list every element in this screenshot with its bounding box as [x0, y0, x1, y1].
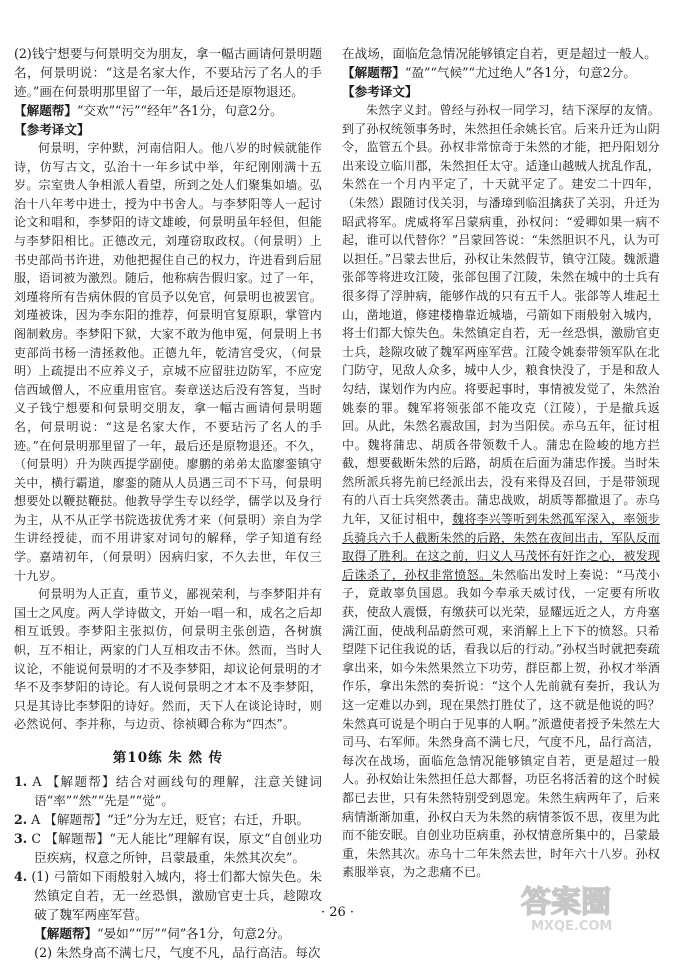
answer-label: 【解题帮】 — [34, 926, 98, 941]
translation-block — [342, 101, 660, 882]
watermark-main: 答案圈 — [521, 885, 611, 920]
answer-item-text: A 【解题帮】结合对画线句的理解，注意关键词语“率”“然”“先是”“觉”。 — [32, 774, 322, 808]
q2-answer — [14, 101, 322, 120]
q4-part2: (2) 朱然身高不满七尺，气度不凡，品行高洁。每次 — [34, 945, 321, 960]
translation-block — [14, 139, 322, 734]
answer-label: 【解题帮】 — [342, 65, 405, 80]
translation-text: 朱然字义封。曾经与孙权一同学习，结下深厚的友情。到了孙权统领事务时，朱然担任余姚长官。后来升迁为山阴令，监管五个县。孙权非常惊奇于朱然的才能，把丹阳划分出来设立临川郡，朱然担任太守。适逢山越贼人扰乱作乱，朱然在一个月内平定了，十天就平定了。建安二十四年，（朱然）跟随讨伐关羽，与潘璋到临沮擒获了关羽，升迁为昭武将军。虎威将军吕蒙病重，孙权问：“爱卿如果一病不起，谁可以代替你？”吕蒙回答说：“朱然胆识不凡，认为可以担任。”吕蒙去世后，孙权让朱然假节，镇守江陵。魏派遣张郃等将进攻江陵，张郃包围了江陵，朱然在城中的士兵有很多得了浮肿病，能够作战的只有五千人。张郃等人堆起土山，凿地道，修建楼橹靠近城墙，弓箭如下雨般射入城内，将士们都大惊失色。朱然镇定自若，无一丝恐惧，激励官吏士兵，趁隙攻破了魏军两座军营。江陵令姚泰带领军队在北门防守，见敌人众多，城中人少，粮食快没了，于是和敌人勾结，谋划作为内应。将要起事时，事情被发觉了，朱然治姚泰的罪。魏军将领张郃不能攻克（江陵），于是撤兵返回。从此，朱然名震敌国，封为当阳侯。赤乌五年，征讨柤中。 — [342, 103, 660, 452]
translation-text: 朱然临出发时上奏说：“马茂小子，竟敢辜负国恩。我如今奉承天威讨伐，一定要有所收获，使敌人震慑，有缴获可以光荣，显耀远近之人，方舟塞满江面，使战利品蔚然可观，来消解上上下下的愤怒。只希望陛下记住我说的话，看我以后的行动。”孙权当时就把奏疏拿出来，如今朱然果然立下功劳，群臣都上贺，孙权才举酒作乐，拿出朱然的奏折说：“这个人先前就有奏折，我认为这一定难以办到，现在果然打胜仗了，这不就是他说的吗？朱然真可说是个明白于见事的人啊。”派遣使者授予朱然左大司马、右军师。朱然身高不满七尺，气度不凡，品行高洁，每次在战场，面临危急情况能够镇定自若，更是超过一般人。孙权始让朱然担任总大都督，功臣名将活着的这个时候都已去世，只有朱然特别受到恩宠。朱然生病两年了，后来病情渐渐加重，孙权白天为朱然的病情茶饭不思，夜里为此而不能安眠。自创业功臣病重，孙权情意所集中的，吕蒙最重，朱然其次。赤乌十二年朱然去世，时年六十八岁。孙权素服举哀，为之悲痛不已。 — [342, 567, 661, 880]
answer-text: “盈”“气候”“尤过绝人”各1分，句意2分。 — [404, 65, 636, 80]
answer-list — [14, 772, 322, 962]
translation-paragraph: 何景明为人正直，重节义，鄙视荣利，与李梦阳并有国士之风度。两人学诗做文，开始一唱一和，成名之后却相互诋毁。李梦阳主张拟仿，何景明主张创造，各树旗帜，互不相让，两家的门人互相攻击不休。然而，当时人议论，不能说何景明的才不及李梦阳，却议论何景明的才华不及李梦阳的诗论。有人说何景明之才本不及李梦阳，只是其诗比李梦阳的诗好。然而，天下人在谈论诗时，则必然说何、李并称，与边贡、徐祯卿合称为“四杰”。 — [14, 587, 322, 732]
lesson-title: 第10练 朱 然 传 — [112, 750, 224, 766]
answer-item-text: A 【解题帮】“迁”分为左迁，贬官；右迁，升职。 — [31, 812, 310, 827]
answer-number: 3. — [14, 831, 28, 846]
page-number: · 26 · — [320, 905, 355, 920]
translation-text: 魏将蒲忠、胡质各带领数千人。蒲忠在险峻的地方拦截，想要截断朱然的后路，胡质在后面为蒲忠作援。当时朱然所派兵将先前已经派出去，没有来得及召回，于是带领现有的八百士兵突然袭击。蒲忠战败，胡质等都撤退了。赤乌九年，又征讨柤中， — [342, 437, 660, 527]
answer-label: 【解题帮】 — [14, 103, 77, 118]
q4-answer2 — [342, 63, 660, 82]
answer-number: 1. — [14, 774, 28, 789]
answer-text: “晏如”“厉”“伺”各1分，句意2分。 — [97, 926, 291, 941]
reference-translation-heading: 【参考译文】 — [342, 84, 418, 99]
answer-text: “交欢”“污”“经年”各1分，句意2分。 — [76, 103, 283, 118]
q2-intro: (2)钱宁想要与何景明交为朋友，拿一幅古画请何景明题名，何景明说：“这是名家大作，不要玷污了名人的手迹。”画在何景明那里留了一年，最后还是原物退还。 — [14, 46, 322, 99]
answer-number: 4. — [14, 869, 28, 884]
answer-item — [14, 810, 322, 829]
watermark-sub: MXQE.COM — [531, 919, 613, 934]
translation-paragraph — [342, 101, 660, 882]
watermark-logo — [517, 880, 667, 934]
q4-answer — [14, 924, 322, 943]
translation-paragraph: 何景明，字仲默，河南信阳人。他八岁的时候就能作诗，仿写古文，弘治十一年乡试中举，年纪刚刚满十五岁。宗室贵人争相派人看望，所到之处人们聚集如墙。弘治十八年考中进士，授为中书舍人。与李梦阳等人一起讨论文和唱和，李梦阳的诗文雄峻，何景明虽年轻但，但能与李梦阳相比。正德改元，刘瑾窃取政权。（何景明）上书史部尚书许进，劝他把握住自己的权力，许进看到后屈服，语词被为激烈。随后，他称病告假归家。过了一年，刘瑾将所有告病休假的官员予以免官，何景明也被罢官。刘瑾被诛，因为李东阳的推荐，何景明官复原职，掌管内阁制敕房。李梦阳下狱，大家不敢为他申冤，何景明上书吏部尚书杨一清拯救他。正德九年，乾清宫受灾，（何景明）上疏提出不应养义子，京城不应留驻边防军，不应宠信西域僧人，不应重用宦官。奏章送达后没有答复，当时义子钱宁想要和何景明交朋友，拿一幅古画请何景明题名，何景明说：“这是名家大作，不要玷污了名人的手迹。”在何景明那里留了一年，最后还是原物退还。不久，（何景明）升为陕西提学副使。廖鹏的弟弟太监廖銮镇守关中，横行霸道，廖銮的随从人员遇三司不下马，何景明想要处以鞭挞鞭挞。他教导学生专以经学，儒学以及身行为主，从不从正学书院选拔优秀才来（何景明）亲自为学生讲经授徒，而不用讲家对词句的解释，学子知道有经学。嘉靖初年，（何景明）因病归家，不久去世，年仅三十九岁。 — [14, 141, 322, 583]
answer-item — [14, 772, 322, 810]
right-column — [342, 44, 660, 882]
underlined-sentence: 魏将李兴等听到朱然孤军深入，率领步兵骑兵六千人截断朱然的后路，朱然在夜间出击，军队反而取得了胜利。在这之前，归义人马茂怀有奸诈之心，被发现后诛杀了，孙权非常愤怒。 — [342, 512, 660, 582]
left-column — [14, 44, 322, 962]
reference-translation-heading: 【参考译文】 — [14, 122, 90, 137]
answer-item-text: C 【解题帮】“无人能比”理解有误，原文“自创业功臣疾病，权意之所钟，吕蒙最重，朱然其次矣”。 — [31, 831, 322, 865]
answer-item-text: (1) 弓箭如下雨般射入城内，将士们都大惊失色。朱然镇定自若，无一丝恐惧，激励官吏士兵，趁隙攻破了魏军两座军营。 — [31, 869, 322, 922]
answer-number: 2. — [14, 812, 28, 827]
answer-item — [14, 829, 322, 867]
q4-part2-continued: 在战场，面临危急情况能够镇定自若，更是超过一般人。 — [342, 46, 657, 61]
